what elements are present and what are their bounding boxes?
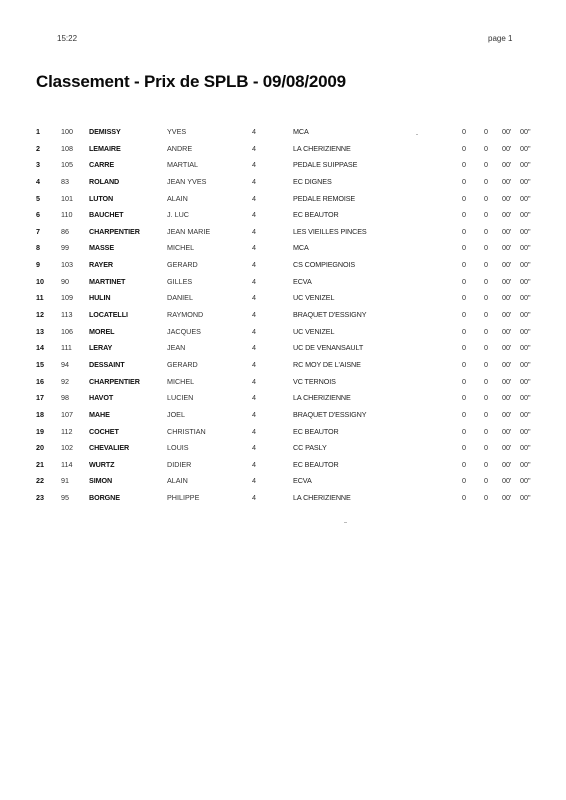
time-seconds-cell: 00" [520, 193, 531, 203]
table-row [36, 224, 546, 241]
firstname-cell: DIDIER [167, 459, 192, 469]
time-minutes-cell: 00' [502, 376, 512, 386]
club-cell: CS COMPIEGNOIS [293, 260, 356, 270]
rank-cell: 15 [36, 359, 44, 369]
scan-speck [344, 522, 347, 523]
club-cell: LES VIEILLES PINCES [293, 226, 367, 236]
points-cell: 0 [462, 409, 466, 419]
surname-cell: MARTINET [89, 276, 126, 286]
firstname-cell: ANDRE [167, 143, 193, 153]
table-row [36, 457, 546, 474]
points-cell: 0 [462, 426, 466, 436]
table-row [36, 124, 546, 141]
surname-cell: MASSE [89, 243, 115, 253]
laps-cell: 0 [484, 260, 488, 270]
rank-cell: 4 [36, 176, 40, 186]
table-row [36, 424, 546, 441]
points-cell: 0 [462, 343, 466, 353]
table-row [36, 440, 546, 457]
club-cell: PEDALE REMOISE [293, 193, 356, 203]
club-cell: CC PASLY [293, 443, 327, 453]
rank-cell: 19 [36, 426, 44, 436]
bib-number-cell: 83 [61, 176, 69, 186]
points-cell: 0 [462, 459, 466, 469]
laps-cell: 0 [484, 276, 488, 286]
firstname-cell: GILLES [167, 276, 193, 286]
table-row [36, 473, 546, 490]
time-minutes-cell: 00' [502, 176, 512, 186]
club-cell: MCA [293, 127, 309, 136]
time-minutes-cell: 00' [502, 326, 512, 336]
table-row [36, 191, 546, 208]
laps-cell: 0 [484, 376, 488, 386]
time-minutes-cell: 00' [502, 476, 512, 486]
surname-cell: MOREL [89, 326, 115, 336]
club-cell: ECVA [293, 276, 312, 286]
time-seconds-cell: 00" [520, 127, 531, 136]
rank-cell: 10 [36, 276, 44, 286]
rank-cell: 20 [36, 443, 44, 453]
time-minutes-cell: 00' [502, 193, 512, 203]
firstname-cell: DANIEL [167, 293, 193, 303]
points-cell: 0 [462, 476, 466, 486]
surname-cell: LUTON [89, 193, 114, 203]
firstname-cell: LOUIS [167, 443, 189, 453]
category-cell: 4 [252, 176, 256, 186]
bib-number-cell: 107 [61, 409, 73, 419]
time-seconds-cell: 00" [520, 210, 531, 220]
surname-cell: DESSAINT [89, 359, 125, 369]
club-cell: RC MOY DE L'AISNE [293, 359, 361, 369]
category-cell: 4 [252, 143, 256, 153]
laps-cell: 0 [484, 459, 488, 469]
bib-number-cell: 105 [61, 160, 73, 170]
time-seconds-cell: 00" [520, 143, 531, 153]
points-cell: 0 [462, 326, 466, 336]
club-cell: MCA [293, 243, 309, 253]
rank-cell: 6 [36, 210, 40, 220]
surname-cell: RAYER [89, 260, 113, 270]
table-row [36, 240, 546, 257]
points-cell: 0 [462, 226, 466, 236]
points-cell: 0 [462, 210, 466, 220]
bib-number-cell: 109 [61, 293, 73, 303]
rank-cell: 21 [36, 459, 44, 469]
time-seconds-cell: 00" [520, 359, 531, 369]
club-cell: EC BEAUTOR [293, 426, 339, 436]
bib-number-cell: 113 [61, 310, 73, 320]
club-cell: UC DE VENANSAULT [293, 343, 364, 353]
laps-cell: 0 [484, 293, 488, 303]
surname-cell: COCHET [89, 426, 119, 436]
firstname-cell: JEAN [167, 343, 186, 353]
time-minutes-cell: 00' [502, 127, 512, 136]
laps-cell: 0 [484, 476, 488, 486]
category-cell: 4 [252, 326, 256, 336]
rank-cell: 22 [36, 476, 44, 486]
firstname-cell: GERARD [167, 260, 198, 270]
page-number: page 1 [488, 34, 513, 43]
page-title: Classement - Prix de SPLB - 09/08/2009 [36, 72, 346, 91]
category-cell: 4 [252, 409, 256, 419]
laps-cell: 0 [484, 343, 488, 353]
club-cell: PEDALE SUIPPASE [293, 160, 358, 170]
firstname-cell: JEAN MARIE [167, 226, 211, 236]
rank-cell: 9 [36, 260, 40, 270]
time-minutes-cell: 00' [502, 226, 512, 236]
time-minutes-cell: 00' [502, 443, 512, 453]
rank-cell: 8 [36, 243, 40, 253]
points-cell: 0 [462, 276, 466, 286]
time-minutes-cell: 00' [502, 210, 512, 220]
firstname-cell: JACQUES [167, 326, 201, 336]
points-cell: 0 [462, 443, 466, 453]
club-cell: EC BEAUTOR [293, 210, 339, 220]
surname-cell: CHEVALIER [89, 443, 130, 453]
bib-number-cell: 91 [61, 476, 69, 486]
bib-number-cell: 100 [61, 127, 73, 136]
points-cell: 0 [462, 127, 466, 136]
firstname-cell: YVES [167, 127, 187, 136]
surname-cell: LOCATELLI [89, 310, 128, 320]
surname-cell: HAVOT [89, 393, 114, 403]
category-cell: 4 [252, 276, 256, 286]
laps-cell: 0 [484, 443, 488, 453]
category-cell: 4 [252, 459, 256, 469]
table-row [36, 290, 546, 307]
bib-number-cell: 110 [61, 210, 73, 220]
rank-cell: 12 [36, 310, 44, 320]
rank-cell: 23 [36, 493, 44, 503]
rank-cell: 13 [36, 326, 44, 336]
laps-cell: 0 [484, 409, 488, 419]
category-cell: 4 [252, 260, 256, 270]
firstname-cell: LUCIEN [167, 393, 194, 403]
surname-cell: ROLAND [89, 176, 120, 186]
category-cell: 4 [252, 393, 256, 403]
category-cell: 4 [252, 476, 256, 486]
surname-cell: SIMON [89, 476, 113, 486]
category-cell: 4 [252, 210, 256, 220]
table-row [36, 407, 546, 424]
club-cell: LA CHERIZIENNE [293, 393, 351, 403]
laps-cell: 0 [484, 210, 488, 220]
club-cell: LA CHERIZIENNE [293, 493, 351, 503]
table-row [36, 174, 546, 191]
category-cell: 4 [252, 343, 256, 353]
table-row [36, 274, 546, 291]
rank-cell: 18 [36, 409, 44, 419]
time-minutes-cell: 00' [502, 310, 512, 320]
firstname-cell: MICHEL [167, 243, 195, 253]
rank-cell: 3 [36, 160, 40, 170]
time-seconds-cell: 00" [520, 260, 531, 270]
bib-number-cell: 114 [61, 459, 73, 469]
firstname-cell: JOEL [167, 409, 185, 419]
bib-number-cell: 101 [61, 193, 73, 203]
time-seconds-cell: 00" [520, 293, 531, 303]
category-cell: 4 [252, 310, 256, 320]
club-cell: EC BEAUTOR [293, 459, 339, 469]
time-seconds-cell: 00" [520, 326, 531, 336]
firstname-cell: MICHEL [167, 376, 195, 386]
rank-cell: 11 [36, 293, 44, 303]
bib-number-cell: 86 [61, 226, 69, 236]
time-seconds-cell: 00" [520, 409, 531, 419]
rank-cell: 16 [36, 376, 44, 386]
table-row [36, 257, 546, 274]
laps-cell: 0 [484, 359, 488, 369]
time-minutes-cell: 00' [502, 143, 512, 153]
time-seconds-cell: 00" [520, 226, 531, 236]
surname-cell: CHARPENTIER [89, 376, 140, 386]
category-cell: 4 [252, 493, 256, 503]
category-cell: 4 [252, 193, 256, 203]
time-seconds-cell: 00" [520, 176, 531, 186]
table-row [36, 324, 546, 341]
time-minutes-cell: 00' [502, 343, 512, 353]
laps-cell: 0 [484, 310, 488, 320]
time-seconds-cell: 00" [520, 376, 531, 386]
table-row [36, 390, 546, 407]
time-seconds-cell: 00" [520, 160, 531, 170]
bib-number-cell: 99 [61, 243, 69, 253]
firstname-cell: ALAIN [167, 193, 188, 203]
table-row [36, 307, 546, 324]
firstname-cell: RAYMOND [167, 310, 204, 320]
laps-cell: 0 [484, 193, 488, 203]
club-cell: UC VENIZEL [293, 326, 335, 336]
time-seconds-cell: 00" [520, 343, 531, 353]
points-cell: 0 [462, 493, 466, 503]
surname-cell: HULIN [89, 293, 111, 303]
surname-cell: CARRE [89, 160, 115, 170]
time-minutes-cell: 00' [502, 260, 512, 270]
bib-number-cell: 95 [61, 493, 69, 503]
time-seconds-cell: 00" [520, 443, 531, 453]
laps-cell: 0 [484, 243, 488, 253]
laps-cell: 0 [484, 493, 488, 503]
bib-number-cell: 112 [61, 426, 73, 436]
surname-cell: WURTZ [89, 459, 115, 469]
surname-cell: BAUCHET [89, 210, 124, 220]
time-minutes-cell: 00' [502, 359, 512, 369]
time-seconds-cell: 00" [520, 243, 531, 253]
rank-cell: 7 [36, 226, 40, 236]
firstname-cell: MARTIAL [167, 160, 199, 170]
table-row [36, 490, 546, 507]
category-cell: 4 [252, 376, 256, 386]
club-cell: LA CHERIZIENNE [293, 143, 351, 153]
firstname-cell: ALAIN [167, 476, 188, 486]
category-cell: 4 [252, 127, 256, 136]
table-row [36, 357, 546, 374]
points-cell: 0 [462, 176, 466, 186]
points-cell: 0 [462, 293, 466, 303]
table-row [36, 207, 546, 224]
club-cell: BRAQUET D'ESSIGNY [293, 409, 367, 419]
firstname-cell: GERARD [167, 359, 198, 369]
laps-cell: 0 [484, 426, 488, 436]
scan-speck [416, 134, 418, 135]
time-seconds-cell: 00" [520, 310, 531, 320]
laps-cell: 0 [484, 326, 488, 336]
laps-cell: 0 [484, 160, 488, 170]
firstname-cell: PHILIPPE [167, 493, 200, 503]
time-minutes-cell: 00' [502, 426, 512, 436]
surname-cell: LEMAIRE [89, 143, 121, 153]
club-cell: BRAQUET D'ESSIGNY [293, 310, 367, 320]
rank-cell: 1 [36, 127, 40, 136]
points-cell: 0 [462, 160, 466, 170]
bib-number-cell: 111 [61, 343, 72, 353]
category-cell: 4 [252, 160, 256, 170]
surname-cell: BORGNE [89, 493, 120, 503]
print-time: 15:22 [57, 34, 78, 43]
laps-cell: 0 [484, 143, 488, 153]
bib-number-cell: 102 [61, 443, 73, 453]
bib-number-cell: 98 [61, 393, 69, 403]
table-row [36, 141, 546, 158]
club-cell: UC VENIZEL [293, 293, 335, 303]
surname-cell: DEMISSY [89, 127, 121, 136]
time-minutes-cell: 00' [502, 409, 512, 419]
table-row [36, 374, 546, 391]
time-minutes-cell: 00' [502, 293, 512, 303]
time-minutes-cell: 00' [502, 393, 512, 403]
points-cell: 0 [462, 376, 466, 386]
time-minutes-cell: 00' [502, 243, 512, 253]
time-seconds-cell: 00" [520, 276, 531, 286]
category-cell: 4 [252, 359, 256, 369]
surname-cell: MAHE [89, 409, 110, 419]
laps-cell: 0 [484, 176, 488, 186]
time-seconds-cell: 00" [520, 493, 531, 503]
club-cell: VC TERNOIS [293, 376, 336, 386]
points-cell: 0 [462, 260, 466, 270]
firstname-cell: JEAN YVES [167, 176, 207, 186]
laps-cell: 0 [484, 226, 488, 236]
club-cell: EC DIGNES [293, 176, 332, 186]
firstname-cell: CHRISTIAN [167, 426, 206, 436]
category-cell: 4 [252, 293, 256, 303]
category-cell: 4 [252, 426, 256, 436]
points-cell: 0 [462, 310, 466, 320]
rank-cell: 14 [36, 343, 44, 353]
points-cell: 0 [462, 359, 466, 369]
time-minutes-cell: 00' [502, 276, 512, 286]
results-table [36, 124, 546, 507]
table-row [36, 157, 546, 174]
time-minutes-cell: 00' [502, 160, 512, 170]
time-minutes-cell: 00' [502, 493, 512, 503]
category-cell: 4 [252, 443, 256, 453]
time-minutes-cell: 00' [502, 459, 512, 469]
rank-cell: 17 [36, 393, 44, 403]
laps-cell: 0 [484, 393, 488, 403]
bib-number-cell: 108 [61, 143, 73, 153]
club-cell: ECVA [293, 476, 312, 486]
bib-number-cell: 103 [61, 260, 73, 270]
firstname-cell: J. LUC [167, 210, 189, 220]
bib-number-cell: 92 [61, 376, 69, 386]
category-cell: 4 [252, 243, 256, 253]
time-seconds-cell: 00" [520, 476, 531, 486]
points-cell: 0 [462, 143, 466, 153]
rank-cell: 2 [36, 143, 40, 153]
points-cell: 0 [462, 393, 466, 403]
bib-number-cell: 94 [61, 359, 69, 369]
points-cell: 0 [462, 193, 466, 203]
time-seconds-cell: 00" [520, 459, 531, 469]
bib-number-cell: 106 [61, 326, 73, 336]
laps-cell: 0 [484, 127, 488, 136]
surname-cell: LERAY [89, 343, 113, 353]
surname-cell: CHARPENTIER [89, 226, 140, 236]
time-seconds-cell: 00" [520, 393, 531, 403]
category-cell: 4 [252, 226, 256, 236]
time-seconds-cell: 00" [520, 426, 531, 436]
rank-cell: 5 [36, 193, 40, 203]
table-row [36, 340, 546, 357]
bib-number-cell: 90 [61, 276, 69, 286]
points-cell: 0 [462, 243, 466, 253]
